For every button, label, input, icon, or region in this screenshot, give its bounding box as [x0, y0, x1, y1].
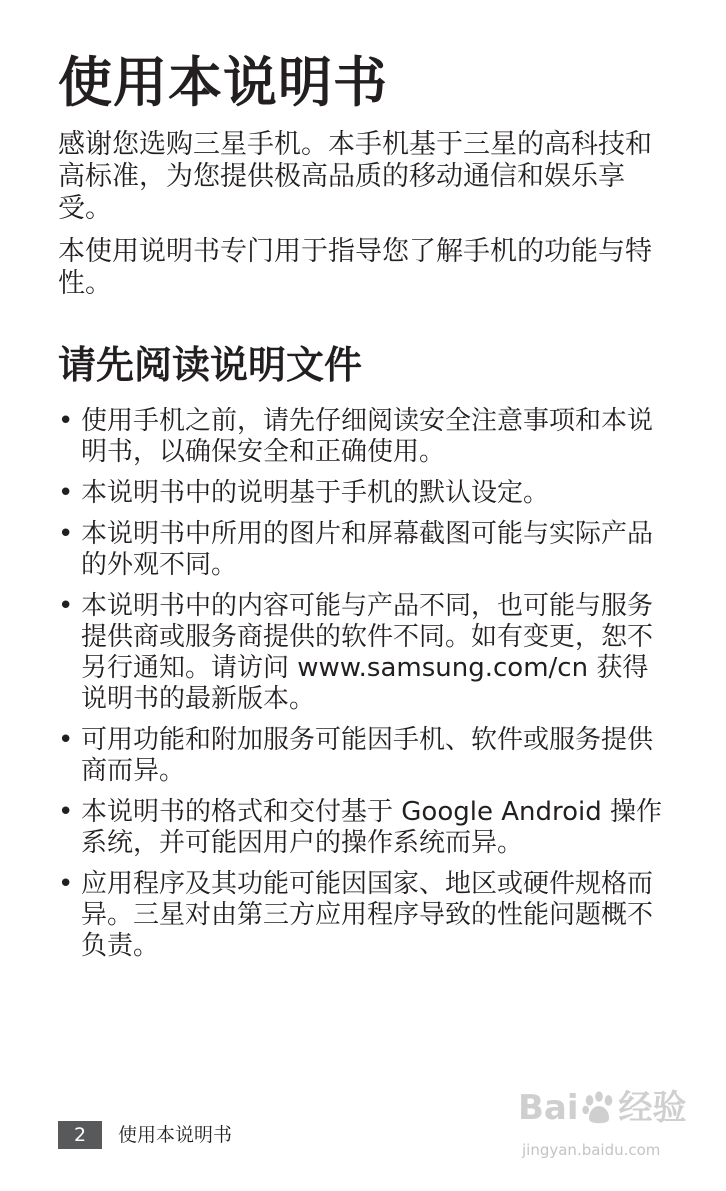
intro-paragraph-1: 感谢您选购三星手机。本手机基于三星的高科技和高标准，为您提供极高品质的移动通信和娱乐享受。: [58, 129, 652, 224]
bullet-list: [58, 406, 674, 972]
bullet-text: 本说明书中所用的图片和屏幕截图可能与实际产品的外观不同。: [81, 519, 654, 580]
bullet-item: [58, 869, 674, 962]
bullet-item: [58, 725, 674, 787]
bullet-text: 本说明书中的说明基于手机的默认设定。: [81, 478, 550, 508]
page-title: 使用本说明书: [58, 51, 388, 114]
bullet-icon: •: [58, 406, 74, 436]
bullet-text: 可用功能和附加服务可能因手机、软件或服务提供商而异。: [81, 725, 654, 786]
bullet-icon: •: [58, 519, 74, 549]
bullet-item: [58, 797, 674, 859]
section-title: 请先阅读说明文件: [58, 343, 363, 387]
bullet-text: 应用程序及其功能可能因国家、地区或硬件规格而异。三星对由第三方应用程序导致的性能问题概不负责。: [81, 869, 654, 961]
bullet-text: 本说明书中的内容可能与产品不同，也可能与服务提供商或服务商提供的软件不同。如有变更，恕不另行通知。请访问 www.samsung.com/cn 获得说明书的最新版本。: [81, 591, 654, 714]
watermark-url: jingyan.baidu.com: [522, 1141, 661, 1159]
watermark-logo: [518, 1088, 718, 1128]
bullet-item: [58, 478, 674, 509]
bullet-item: [58, 406, 674, 468]
bullet-item: [58, 519, 674, 581]
bullet-icon: •: [58, 797, 74, 827]
baidu-watermark: [518, 1080, 718, 1170]
bullet-icon: •: [58, 869, 74, 899]
intro-paragraph-2: 本使用说明书专门用于指导您了解手机的功能与特性。: [58, 236, 652, 299]
watermark-text-left: Bai: [518, 1088, 579, 1128]
page-footer: [58, 1121, 232, 1149]
watermark-text-right: 经验: [618, 1088, 687, 1128]
bullet-text: 本说明书的格式和交付基于 Google Android 操作系统，并可能因用户的操作系统而异。: [81, 797, 663, 858]
bullet-icon: •: [58, 591, 74, 621]
footer-label: 使用本说明书: [118, 1124, 233, 1146]
bullet-item: [58, 591, 674, 715]
bullet-icon: •: [58, 478, 74, 508]
bullet-icon: •: [58, 725, 74, 755]
bullet-text: 使用手机之前，请先仔细阅读安全注意事项和本说明书，以确保安全和正确使用。: [81, 406, 654, 467]
page-number-badge: 2: [58, 1121, 102, 1149]
baidu-paw-icon: [580, 1089, 618, 1127]
